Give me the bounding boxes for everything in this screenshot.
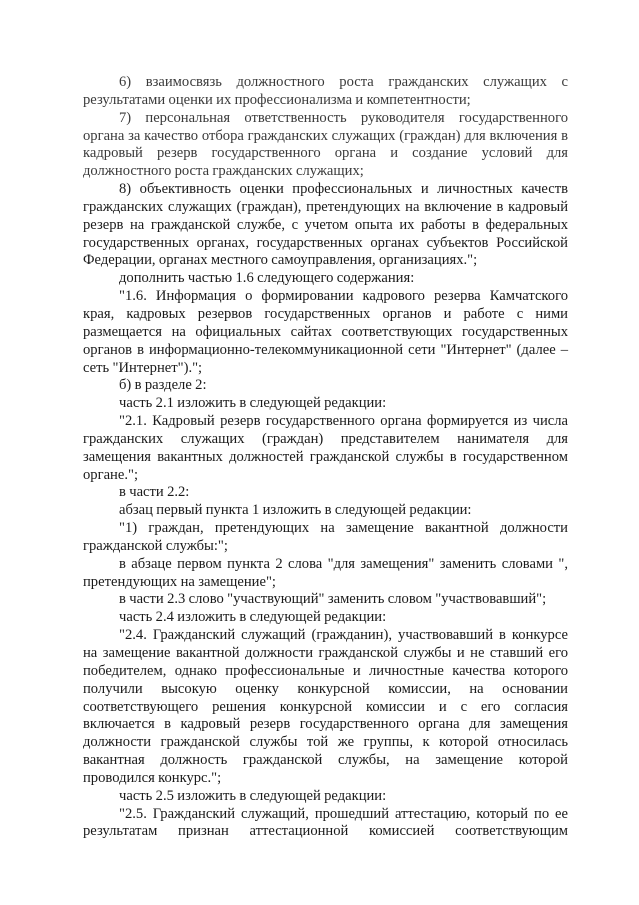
paragraph-part-2-4-text: "2.4. Гражданский служащий (гражданин), участвовавший в конкурсе на замещение вакантной должности гражданской службы и не ставший его победителем, однако профессиональные и личностные качества которого получили высокую оценку конкурсной комиссии, на основании соответствующего решения конкурсной комиссии и с его согласия включается в кадровый резерв государственного органа для замещения должности гражданской службы той же группы, к которой относилась вакантная должность гражданской службы, на замещение которой проводился конкурс."; (83, 627, 568, 786)
paragraph-item-6: 6) взаимосвязь должностного роста гражданских служащих с результатами оценки их профессионализма и компетентности; (83, 74, 568, 108)
paragraph-part-2-2-intro: в части 2.2: (119, 484, 190, 501)
paragraph-point-2-change: в абзаце первом пункта 2 слова "для замещения" заменить словами ", претендующих на замещение"; (83, 555, 568, 590)
paragraph-part-2-1-text: "2.1. Кадровый резерв государственного органа формируется из числа гражданских служащих (граждан) представителем нанимателя для замещения вакантных должностей гражданской службы в государственном органе."; (83, 413, 568, 483)
paragraph-item-7: 7) персональная ответственность руководителя государственного органа за качество отбора гражданских служащих (граждан) для включения в кадровый резерв государственного органа и создание условий для должностного роста гражданских служащих; (83, 109, 568, 180)
paragraph-part-2-4-intro: часть 2.4 изложить в следующей редакции: (119, 609, 387, 626)
paragraph-point-1-text: "1) граждан, претендующих на замещение вакантной должности гражданской службы:"; (83, 520, 568, 554)
paragraph-section-2: б) в разделе 2: (119, 377, 207, 394)
paragraph-item-8: 8) объективность оценки профессиональных и личностных качеств гражданских служащих (граждан), претендующих на включение в кадровый резерв на гражданской службе, с учетом опыта их работы в федеральных государственных органах, государственных органах субъектов Российской Федерации, органах местного самоуправления, организациях."; (83, 181, 568, 269)
paragraph-part-2-1-intro: часть 2.1 изложить в следующей редакции: (119, 395, 387, 412)
document-body (83, 74, 568, 841)
paragraph-add-part-1-6: дополнить частью 1.6 следующего содержания: (119, 270, 415, 287)
paragraph-point-1-intro: абзац первый пункта 1 изложить в следующей редакции: (119, 502, 472, 519)
paragraph-part-2-3-change: в части 2.3 слово "участвующий" заменить словом "участвовавший"; (119, 591, 547, 608)
paragraph-part-1-6-text: "1.6. Информация о формировании кадрового резерва Камчатского края, кадровых резервов государственных органов и работе с ними размещается на официальных сайтах соответствующих государственных органов в информационно-телекоммуникационной сети "Интернет" (далее – сеть "Интернет")."; (83, 288, 568, 376)
paragraph-part-2-5-intro: часть 2.5 изложить в следующей редакции: (119, 787, 387, 804)
paragraph-part-2-5-text: "2.5. Гражданский служащий, прошедший аттестацию, который по ее результатам признан аттестационной комиссией соответствующим (83, 805, 568, 840)
